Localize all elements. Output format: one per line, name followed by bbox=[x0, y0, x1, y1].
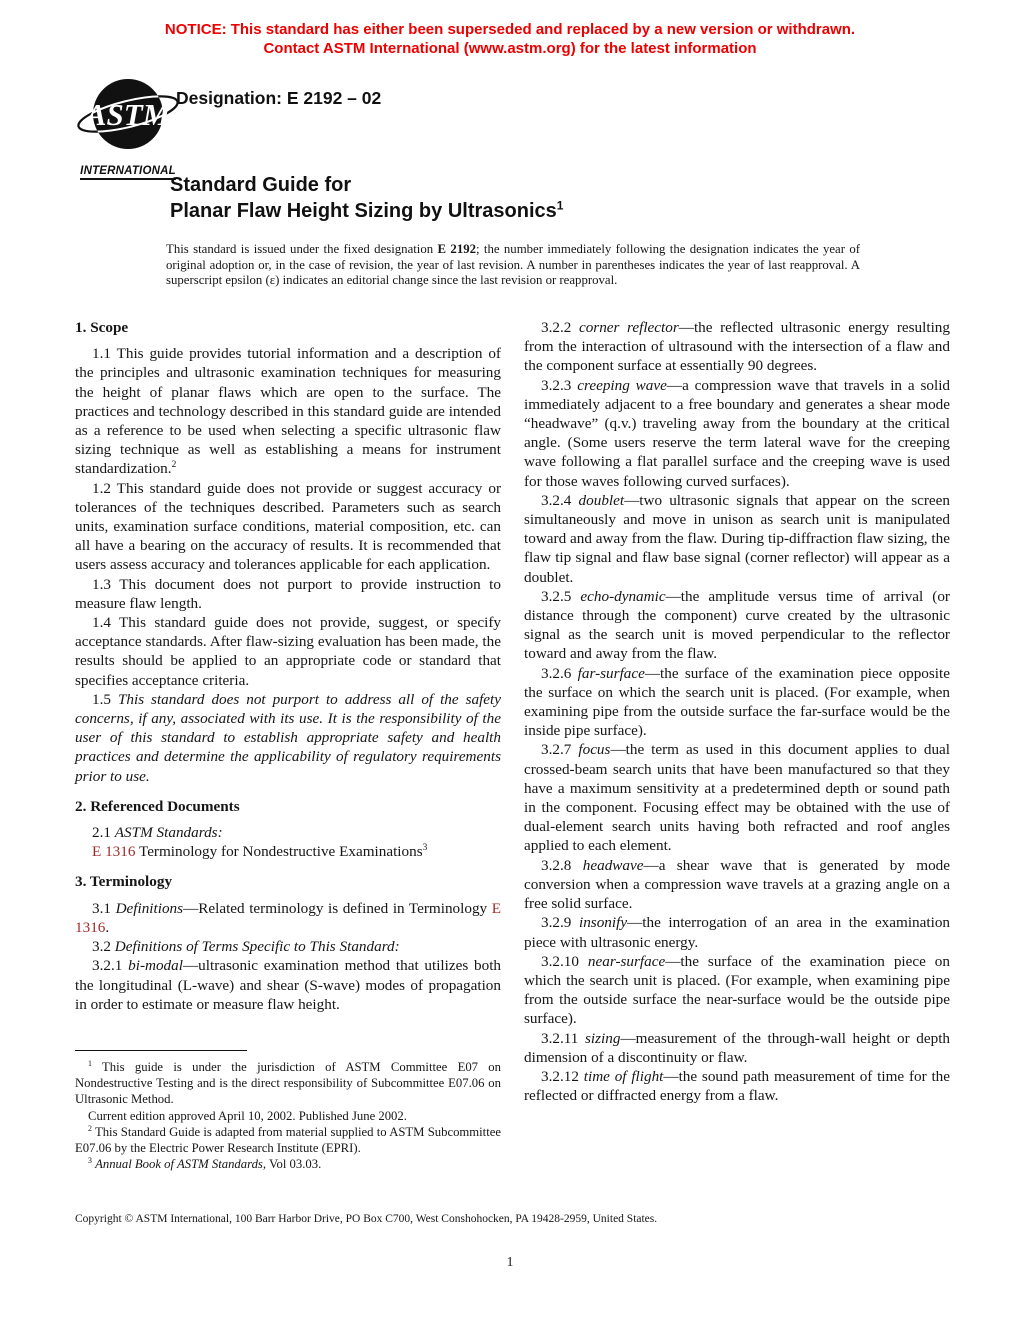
text-segment: 1.4 This standard guide does not provide, suggest, or specify acceptance standards. After flaw-sizing evaluation has been made, the results should be applied to an appropriate code or standard that specifies acceptance criteria. bbox=[75, 614, 501, 689]
page-number: 1 bbox=[506, 1254, 514, 1269]
paragraph bbox=[75, 1156, 501, 1172]
text-segment: E 2192 bbox=[437, 242, 477, 256]
footnote-ref: 1 bbox=[88, 1058, 92, 1068]
text-segment: This standard does not purport to address all of the safety concerns, if any, associated with its use. It is the responsibility of the user of this standard to establish appropriate safety and health practices and determine the applicability of regulatory requirements prior to use. bbox=[75, 690, 502, 785]
text-segment: —the surface of the examination piece opposite the surface on which the search unit is placed. (For example, when examining pipe from the outside surface the far-surface would be the inside pipe surface). bbox=[524, 664, 950, 740]
text-segment: —measurement of the through-wall height or depth dimension of a discontinuity or flaw. bbox=[524, 1029, 951, 1066]
paragraph bbox=[75, 344, 501, 478]
paragraph bbox=[75, 842, 501, 861]
text-segment: 2.1 bbox=[92, 824, 115, 842]
supersession-notice bbox=[0, 20, 1020, 58]
paragraph bbox=[75, 823, 501, 842]
text-segment: headwave bbox=[582, 856, 644, 874]
paragraph bbox=[75, 575, 501, 613]
paragraph bbox=[524, 913, 950, 951]
title-line-1: Standard Guide for bbox=[170, 174, 352, 196]
text-segment: 3.2.4 bbox=[541, 491, 579, 509]
paragraph bbox=[524, 740, 950, 855]
reference-link[interactable]: E 1316 bbox=[75, 899, 502, 936]
text-segment: 3.2.8 bbox=[541, 856, 583, 874]
text-segment: 1.5 bbox=[92, 690, 118, 708]
paragraph bbox=[524, 856, 950, 914]
footnotes-block bbox=[75, 1050, 501, 1172]
text-segment: ASTM Standards: bbox=[114, 824, 223, 842]
paragraph bbox=[524, 587, 950, 664]
text-segment: 3.2.2 bbox=[541, 319, 579, 336]
text-segment: sizing bbox=[584, 1029, 621, 1047]
text-segment: —a compression wave that travels in a solid immediately adjacent to a free boundary and generates a shear mode “headwave” (q.v.) traveling away from the boundary at the critical angle. (Some users reserve the term lateral wave for the creeping wave following a flat parallel surface and the creeping wave is used for those waves following curved surfaces). bbox=[524, 376, 951, 490]
text-segment: near-surface bbox=[587, 952, 666, 970]
text-segment: —Related terminology is defined in Terminology bbox=[183, 899, 492, 917]
text-segment: —the amplitude versus time of arrival (or distance through the component) curve created by the ultrasonic signal as the search unit is moved perpendicular to the reflector toward and away from the flaw. bbox=[524, 587, 950, 663]
paragraph bbox=[75, 479, 501, 575]
logo-acronym: ASTM bbox=[85, 97, 171, 132]
body-column-right bbox=[524, 318, 950, 1105]
text-segment: This Standard Guide is adapted from material supplied to ASTM Subcommittee E07.06 by the Electric Power Research Institute (EPRI). bbox=[75, 1124, 501, 1156]
paragraph bbox=[75, 1108, 501, 1124]
paragraph bbox=[524, 664, 950, 741]
text-segment: —the term as used in this document applies to dual crossed-beam search units that have been manufactured so that they have a maximum sensitivity at a predetermined depth or sound path in the component. Focusing effect may be obtained with the use of dual-element search units having both refracted and roof angles applied to each element. bbox=[524, 741, 951, 855]
body-column-left bbox=[75, 318, 501, 1014]
text-segment: corner reflector bbox=[578, 319, 679, 336]
paragraph bbox=[75, 1124, 501, 1156]
paragraph bbox=[75, 1059, 501, 1108]
text-segment: 1.2 This standard guide does not provide or suggest accuracy or tolerances of the techniques described. Parameters such as search units, examination surface conditions, material composition, etc. can all have a bearing on the accuracy of results. It is recommended that users assess accuracy and tolerances applicable for each application. bbox=[75, 479, 501, 574]
issuance-statement bbox=[166, 242, 860, 289]
text-segment: doublet bbox=[578, 491, 625, 509]
text-segment: 3.2 bbox=[92, 938, 115, 956]
text-segment: —ultrasonic examination method that utilizes both the longitudinal (L-wave) and shear (S-wave) modes of propagation in order to estimate or measure flaw height. bbox=[75, 957, 502, 1013]
text-segment: 3. Terminology bbox=[75, 873, 173, 891]
text-segment: . bbox=[105, 918, 110, 936]
section-heading bbox=[75, 872, 501, 891]
text-segment: 3.2.7 bbox=[541, 741, 579, 759]
paragraph bbox=[524, 318, 950, 376]
text-segment: 2. Referenced Documents bbox=[75, 797, 240, 815]
footnote-ref: 3 bbox=[88, 1155, 92, 1165]
paragraph bbox=[75, 937, 501, 956]
text-segment: Vol 03.03. bbox=[266, 1157, 322, 1172]
footnote-ref: 2 bbox=[171, 460, 177, 471]
text-segment: Definitions bbox=[115, 899, 184, 917]
text-segment: 3.2.3 bbox=[541, 376, 578, 394]
title-footnote-ref: 1 bbox=[556, 198, 564, 213]
text-segment: Annual Book of ASTM Standards, bbox=[95, 1157, 267, 1172]
text-segment: far-surface bbox=[577, 664, 645, 682]
section-heading bbox=[75, 797, 501, 816]
text-segment: 3.1 bbox=[92, 899, 116, 917]
reference-link[interactable]: E 1316 bbox=[92, 843, 136, 861]
astm-logo bbox=[72, 74, 184, 180]
paragraph bbox=[75, 956, 501, 1014]
footnote-ref: 2 bbox=[88, 1123, 92, 1133]
text-segment: 3.2.11 bbox=[541, 1029, 585, 1047]
paragraph bbox=[524, 376, 950, 491]
footnote-divider bbox=[75, 1050, 247, 1051]
text-segment: —two ultrasonic signals that appear on the screen simultaneously and move in unison as search unit is manipulated toward and away from the flaw. During tip-diffraction flaw sizing, the flaw tip signal and flaw base signal (corner reflector) will appear as a doublet. bbox=[524, 491, 950, 586]
paragraph bbox=[524, 491, 950, 587]
text-segment: This standard is issued under the fixed designation bbox=[166, 242, 438, 256]
notice-line-2: Contact ASTM International (www.astm.org) for the latest information bbox=[263, 40, 757, 57]
text-segment: 3.2.5 bbox=[541, 587, 581, 605]
text-segment: Terminology for Nondestructive Examinations bbox=[135, 843, 423, 861]
paragraph bbox=[524, 1067, 950, 1105]
text-segment: 1. Scope bbox=[75, 319, 129, 336]
title-text: Planar Flaw Height Sizing by Ultrasonics bbox=[170, 200, 557, 222]
text-segment: —a shear wave that is generated by mode conversion when a compression wave travels at a grazing angle on a free solid surface. bbox=[524, 856, 951, 913]
astm-globe-icon bbox=[74, 74, 182, 156]
footnote-list bbox=[75, 1059, 501, 1172]
paragraph bbox=[524, 1029, 950, 1067]
copyright-line: Copyright © ASTM International, 100 Barr Harbor Drive, PO Box C700, West Conshohocken, PA 19428-2959, United States. bbox=[75, 1213, 658, 1225]
paragraph bbox=[75, 613, 501, 690]
text-segment: This guide is under the jurisdiction of ASTM Committee E07 on Nondestructive Testing and is the direct responsibility of Subcommittee E07.06 on Ultrasonic Method. bbox=[75, 1060, 501, 1107]
text-segment: insonify bbox=[578, 914, 628, 932]
text-segment: Current edition approved April 10, 2002. Published June 2002. bbox=[88, 1108, 407, 1123]
paragraph bbox=[524, 952, 950, 1029]
text-segment: focus bbox=[578, 741, 611, 759]
section-heading bbox=[75, 318, 501, 337]
text-segment: 1.1 This guide provides tutorial information and a description of the principles and ultrasonic examination techniques for measuring the height of planar flaws which are open to the surface. The practices and technology described in this standard guide are intended as a reference to be used when selecting a specific ultrasonic flaw sizing technique as well as establishing a means for instrument standardization. bbox=[75, 345, 501, 478]
text-segment: 3.2.1 bbox=[92, 957, 129, 975]
notice-line-1: NOTICE: This standard has either been superseded and replaced by a new version or withdrawn. bbox=[164, 21, 856, 38]
designation: Designation: E 2192 – 02 bbox=[176, 88, 382, 108]
text-segment: —the sound path measurement of time for the reflected or diffracted energy from a flaw. bbox=[524, 1067, 950, 1105]
text-segment: —the reflected ultrasonic energy resulting from the interaction of ultrasound with the intersection of a flaw and the component surface at essentially 90 degrees. bbox=[524, 319, 950, 375]
text-segment: 3.2.10 bbox=[541, 952, 588, 970]
text-segment: Definitions of Terms Specific to This Standard: bbox=[114, 938, 400, 956]
text-segment: creeping wave bbox=[577, 376, 667, 394]
document-title bbox=[170, 172, 563, 224]
text-segment: 3.2.12 bbox=[541, 1067, 584, 1085]
text-segment: 3.2.9 bbox=[541, 914, 579, 932]
paragraph bbox=[75, 899, 501, 937]
text-segment: 1.3 This document does not purport to provide instruction to measure flaw length. bbox=[75, 575, 501, 612]
text-segment: time of flight bbox=[583, 1067, 664, 1085]
title-line-2 bbox=[170, 198, 563, 224]
logo-subtitle: INTERNATIONAL bbox=[80, 165, 176, 180]
text-segment: —the interrogation of an area in the examination piece with ultrasonic energy. bbox=[524, 914, 951, 951]
text-segment: bi-modal bbox=[128, 957, 183, 975]
text-segment: 3.2.6 bbox=[541, 664, 578, 682]
paragraph bbox=[75, 690, 501, 786]
footnote-ref: 3 bbox=[422, 843, 428, 854]
text-segment: echo-dynamic bbox=[580, 587, 666, 605]
text-segment: ; the number immediately following the designation indicates the year of original adoption or, in the case of revision, the year of last revision. A number in parentheses indicates the year of last reapproval. A superscript epsilon (ε) indicates an editorial change since the last revision or reapproval. bbox=[166, 242, 860, 288]
text-segment: —the surface of the examination piece on which the search unit is placed. (For example, when examining pipe from the outside surface the near-surface would be the outside pipe surface). bbox=[524, 952, 950, 1028]
paragraph bbox=[166, 242, 860, 289]
